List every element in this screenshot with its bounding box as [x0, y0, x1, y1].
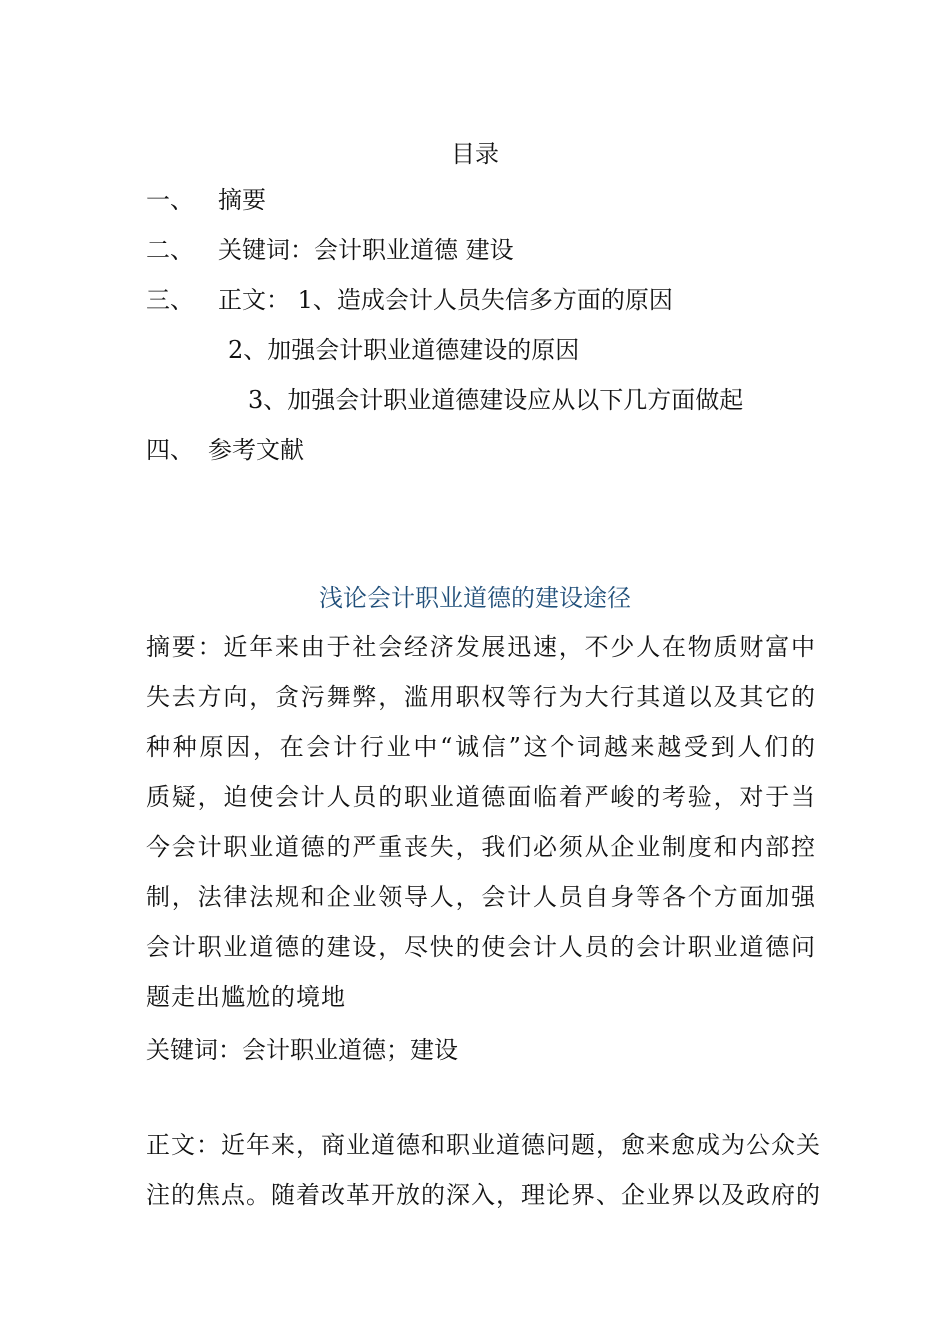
toc-item-text: 关键词：会计职业道德 建设	[218, 236, 514, 264]
abstract-line: 种种原因，在会计行业中“诚信”这个词越来越受到人们的	[146, 733, 816, 761]
abstract-paragraph	[146, 622, 816, 1022]
toc-title: 目录	[451, 140, 499, 168]
abstract-label: 摘要	[146, 633, 198, 661]
toc-item-text: 3、加强会计职业道德建设应从以下几方面做起	[248, 386, 744, 414]
body-line: 注的焦点。随着改革开放的深入，理论界、企业界以及政府的	[146, 1181, 821, 1209]
abstract-line: 会计职业道德的建设，尽快的使会计人员的会计职业道德问	[146, 933, 816, 961]
toc-item-1	[146, 184, 266, 216]
abstract-line: 摘要：近年来由于社会经济发展迅速，不少人在物质财富中	[146, 633, 817, 661]
abstract-line: 题走出尴尬的境地	[146, 983, 346, 1011]
toc-item-number: 三、	[146, 286, 194, 314]
toc-item-text: 2、加强会计职业道德建设的原因	[228, 336, 580, 364]
body-paragraph	[146, 1120, 821, 1220]
abstract-line: 制，法律法规和企业领导人，会计人员自身等各个方面加强	[146, 883, 816, 911]
toc-item-number: 一、	[146, 186, 194, 214]
abstract-line: 今会计职业道德的严重丧失，我们必须从企业制度和内部控	[146, 833, 816, 861]
toc-item-text: 正文： 1、造成会计人员失信多方面的原因	[218, 286, 673, 314]
toc-item-text: 摘要	[218, 186, 266, 214]
toc-item-6	[146, 434, 304, 466]
toc-item-number: 二、	[146, 236, 194, 264]
toc-item-3	[146, 284, 673, 316]
article-title: 浅论会计职业道德的建设途径	[319, 584, 631, 612]
body-label: 正文	[146, 1131, 196, 1159]
toc-item-number: 四、	[146, 436, 194, 464]
abstract-line: 失去方向，贪污舞弊，滥用职权等行为大行其道以及其它的	[146, 683, 816, 711]
toc-item-2	[146, 234, 514, 266]
toc-item-text: 参考文献	[208, 436, 304, 464]
keywords-line: 关键词：会计职业道德；建设	[146, 1036, 458, 1064]
toc-item-5	[248, 384, 743, 416]
body-line: 正文：近年来，商业道德和职业道德问题，愈来愈成为公众关	[146, 1131, 821, 1159]
toc-item-4	[228, 334, 579, 366]
abstract-line: 质疑，迫使会计人员的职业道德面临着严峻的考验，对于当	[146, 783, 816, 811]
